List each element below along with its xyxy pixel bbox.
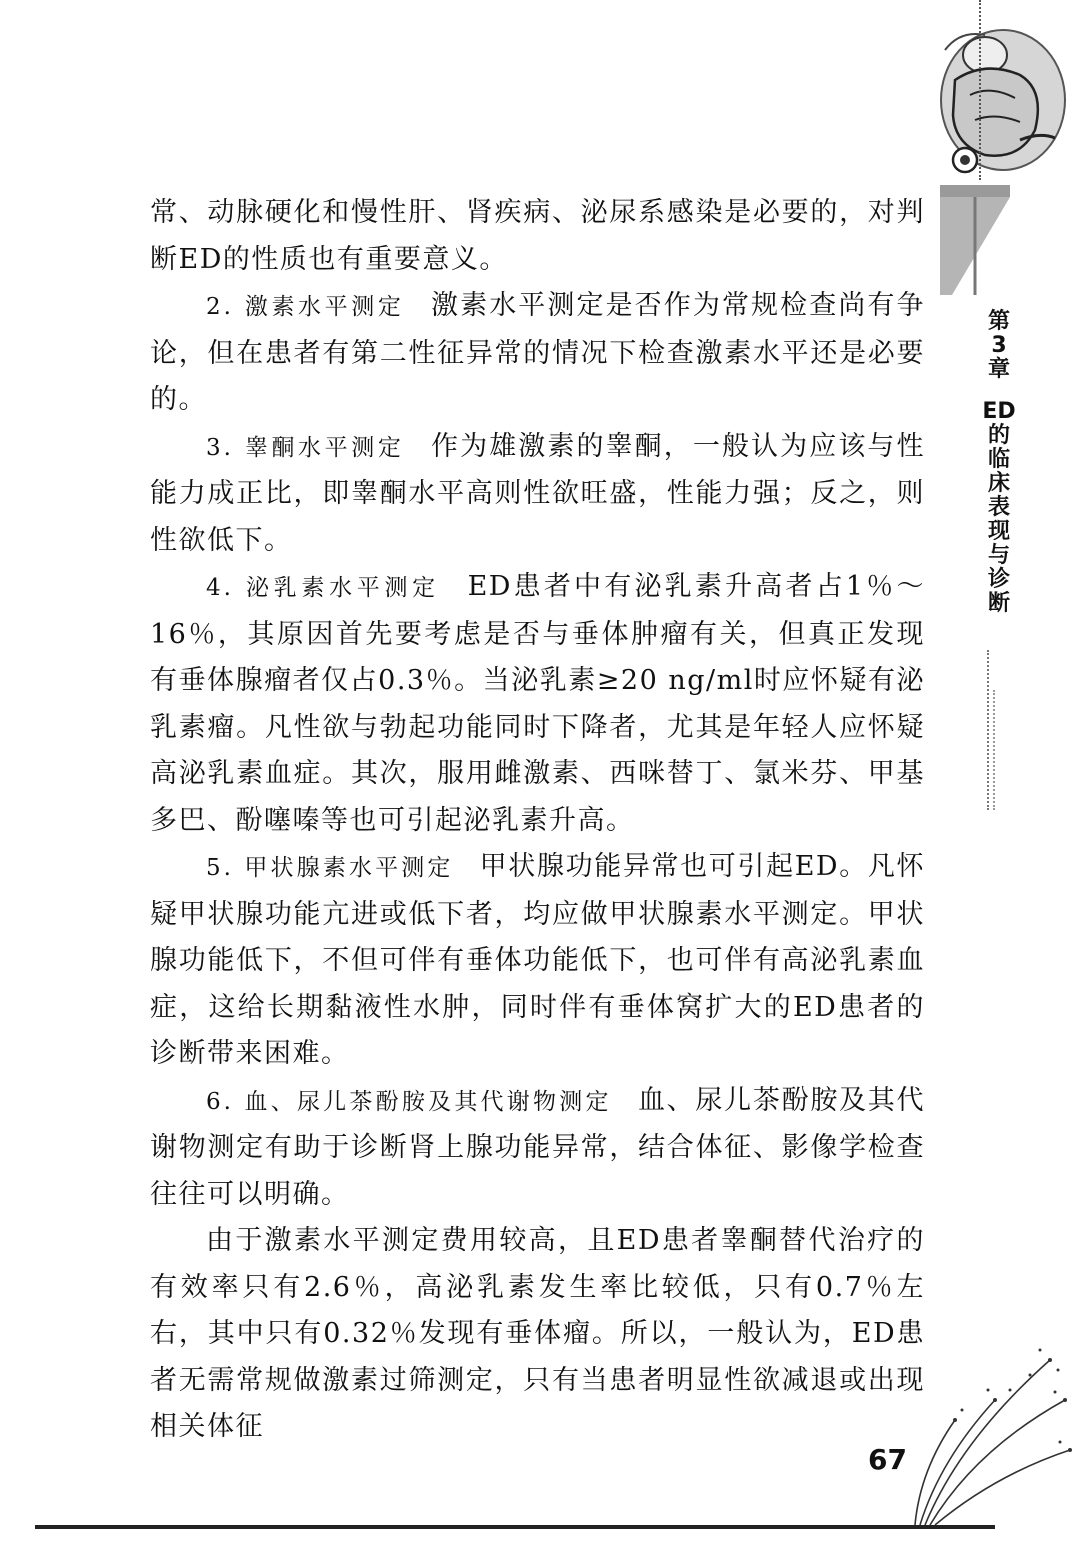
paragraph-text: 常、动脉硬化和慢性肝、肾疾病、泌尿系感染是必要的，对判断ED的性质也有重要意义。 <box>150 197 925 275</box>
paragraph <box>150 424 925 565</box>
paragraph <box>150 1078 925 1219</box>
tab-char: 章 <box>987 357 1010 382</box>
subheading: 4. 泌乳素水平测定 <box>206 575 468 601</box>
paragraph-text: ED患者中有泌乳素升高者占1％～16％，其原因首先要考虑是否与垂体肿瘤有关，但真正发现有垂体腺瘤者仅占0.3％。当泌乳素≥20 ng/ml时应怀疑有泌乳素瘤。凡性欲与勃起功能同时下降者，尤其是年轻人应怀疑高泌乳素血症。其次，服用雌激素、西咪替丁、氯米芬、甲基多巴、酚噻嗪等也可引起泌乳素升高。 <box>150 571 925 836</box>
figure-drinking-icon <box>925 20 1075 200</box>
grass-sprig-icon <box>900 1330 1075 1530</box>
tab-char: 诊 <box>987 567 1010 592</box>
body-text <box>150 190 925 1451</box>
paragraph-text: 甲状腺功能异常也可引起ED。凡怀疑甲状腺功能亢进或低下者，均应做甲状腺素水平测定。甲状腺功能低下，不但可伴有垂体功能低下，也可伴有高泌乳素血症，这给长期黏液性水肿，同时伴有垂体窝扩大的ED患者的诊断带来困难。 <box>150 851 925 1069</box>
paragraph-text: 血、尿儿茶酚胺及其代谢物测定有助于诊断肾上腺功能异常，结合体征、影像学检查往往可以明确。 <box>150 1084 926 1210</box>
tab-char: 床 <box>987 471 1010 496</box>
paragraph-text: 作为雄激素的睾酮，一般认为应该与性能力成正比，即睾酮水平高则性欲旺盛，性能力强；反之，则性欲低下。 <box>150 430 926 556</box>
dotted-line-top <box>979 0 981 180</box>
tab-char: ED <box>982 399 1016 424</box>
tab-char: 的 <box>987 423 1010 448</box>
tab-char: 3 <box>991 333 1007 358</box>
subheading: 2. 激素水平测定 <box>206 294 432 320</box>
dotted-line-lower <box>987 650 989 810</box>
chapter-tab <box>975 310 1023 616</box>
page-number: 67 <box>868 1443 907 1476</box>
tab-char: 表 <box>987 495 1010 520</box>
subheading: 5. 甲状腺素水平测定 <box>206 855 480 881</box>
dotted-line-lower-2 <box>993 690 995 810</box>
chapter-tab-band <box>940 185 1010 295</box>
tab-char: 现 <box>987 519 1010 544</box>
tab-char: 与 <box>987 543 1010 568</box>
paragraph-text: 由于激素水平测定费用较高，且ED患者睾酮替代治疗的有效率只有2.6％，高泌乳素发生率比较低，只有0.7％左右，其中只有0.32％发现有垂体瘤。所以，一般认为，ED患者无需常规做激素过筛测定，只有当患者明显性欲减退或出现相关体征 <box>150 1225 925 1442</box>
tab-char: 断 <box>987 591 1010 616</box>
tab-char: 临 <box>987 447 1010 472</box>
paragraph-text: 激素水平测定是否作为常规检查尚有争论，但在患者有第二性征异常的情况下检查激素水平还是必要的。 <box>150 290 926 415</box>
paragraph <box>150 564 925 844</box>
tab-char: 第 <box>987 309 1010 334</box>
paragraph <box>150 190 925 283</box>
paragraph <box>150 844 925 1078</box>
chapter-title-label <box>982 400 1015 616</box>
paragraph <box>150 1218 925 1451</box>
chapter-number-label <box>988 310 1010 382</box>
subheading: 6. 血、尿儿茶酚胺及其代谢物测定 <box>206 1088 638 1115</box>
bottom-rule <box>35 1525 995 1529</box>
paragraph <box>150 283 925 424</box>
subheading: 3. 睾酮水平测定 <box>206 434 432 461</box>
